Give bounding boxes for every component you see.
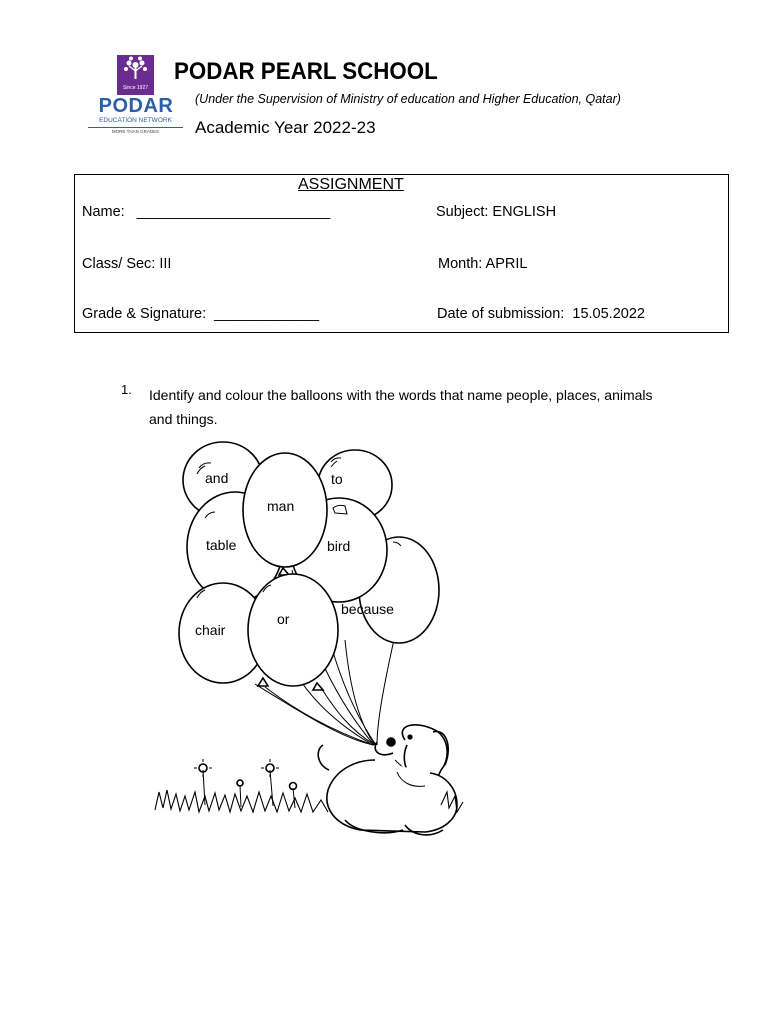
logo-since: Since 1927 xyxy=(122,85,149,91)
question-text: Identify and colour the balloons with the words that name people, places, animals and things. xyxy=(149,387,653,427)
balloon-dog-illustration xyxy=(145,440,475,850)
balloon-because: because xyxy=(341,601,394,617)
balloon-chair: chair xyxy=(195,622,226,638)
logo-network: EDUCATION NETWORK xyxy=(99,117,172,124)
name-field: Name: ________________________ xyxy=(82,204,331,220)
balloon-table: table xyxy=(206,537,237,553)
balloons-dog-drawing xyxy=(145,440,475,850)
submission-date-field: Date of submission: 15.05.2022 xyxy=(437,306,645,322)
class-section-field: Class/ Sec: III xyxy=(82,256,172,272)
academic-year: Academic Year 2022-23 xyxy=(195,118,376,137)
school-name: PODAR PEARL SCHOOL xyxy=(174,58,438,85)
balloon-to: to xyxy=(331,471,343,487)
balloon-or: or xyxy=(277,611,290,627)
logo-brand: PODAR xyxy=(98,95,174,117)
assignment-title: ASSIGNMENT xyxy=(298,176,404,193)
grade-signature-field: Grade & Signature: _____________ xyxy=(82,306,320,322)
balloon-man: man xyxy=(267,498,295,514)
balloon-and: and xyxy=(205,470,229,486)
question-number: 1. xyxy=(121,382,132,397)
month-field: Month: APRIL xyxy=(438,256,528,272)
school-logo xyxy=(88,55,183,137)
logo-tagline: MORE THAN GRADES xyxy=(88,127,183,134)
subject-field: Subject: ENGLISH xyxy=(436,204,557,220)
balloon-bird: bird xyxy=(327,538,351,554)
supervision-note: (Under the Supervision of Ministry of education and Higher Education, Qatar) xyxy=(195,92,621,106)
